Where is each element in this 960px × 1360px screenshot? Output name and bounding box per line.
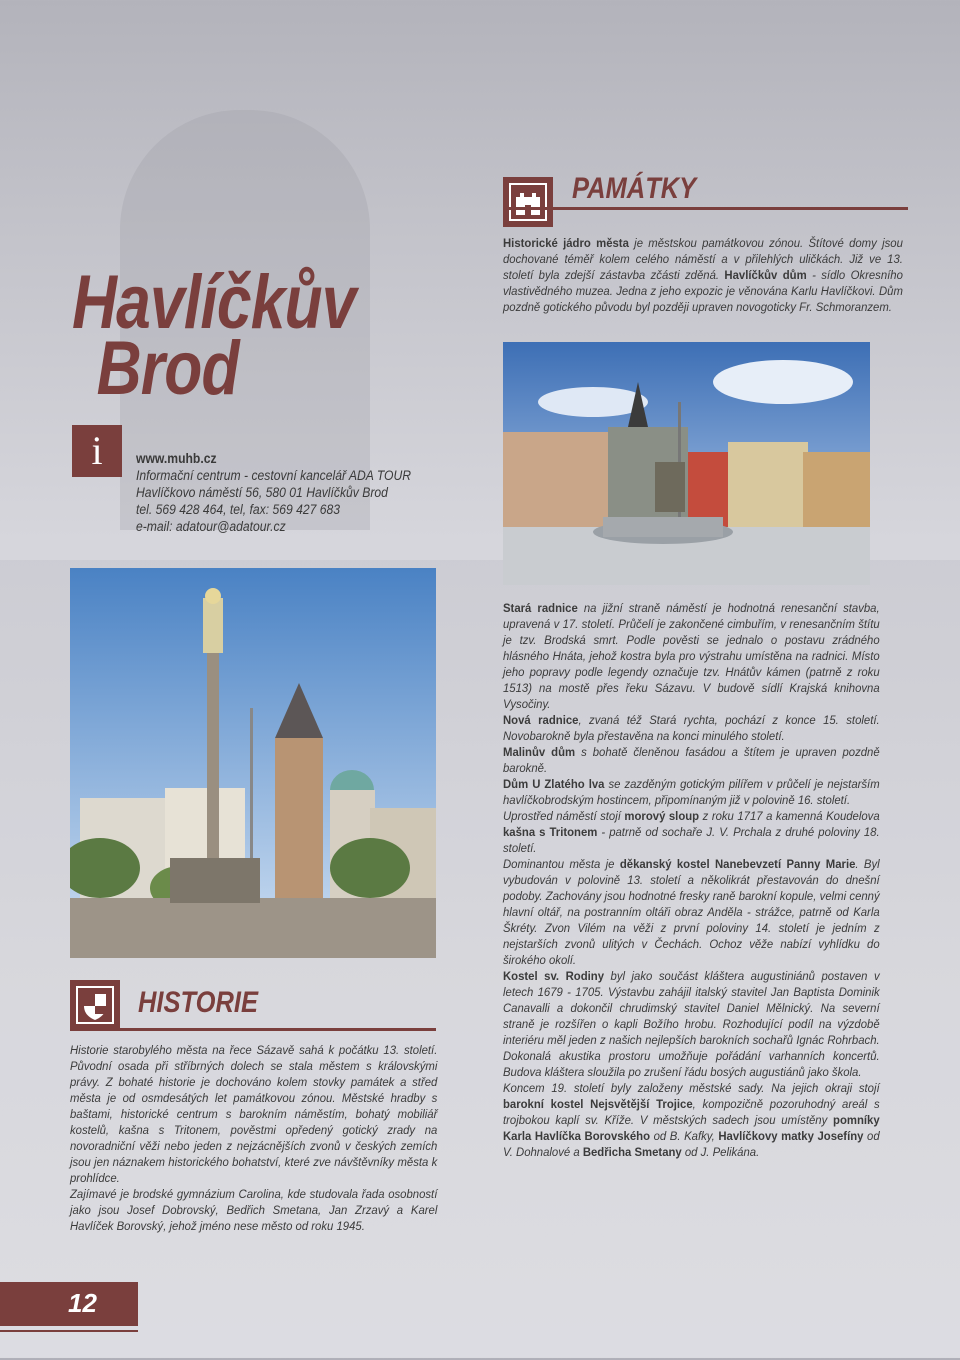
- section-title-pamatky: PAMÁTKY: [572, 172, 697, 205]
- square-photo: [503, 342, 870, 585]
- info-icon: i: [72, 425, 122, 477]
- section-divider: [70, 1028, 436, 1031]
- page-number: 12: [68, 1288, 97, 1318]
- pamatky-text: Historické jádro města je městskou památkovou zónou. Štítové domy jsou dochované téměř kolem celého náměstí a v přilehlých uličkách. Již ve 13. století byla zdejší zástavba zčásti zděná. Havlíčkův dům - sídlo Okresního vlastivědného muzea. Jedna z jeho expozic je věnována Karlu Havlíčkovi. Dům pozdně gotického původu byl později upraven novogoticky Fr. Schmoranzem.: [503, 236, 903, 314]
- info-line: tel. 569 428 464, tel, fax: 569 427 683: [136, 502, 341, 517]
- historie-text: Historie starobylého města na řece Sázavě sahá k počátku 13. století. Původní osada při stříbrných dolech se stala městem s královskými právy. Z bohaté historie je dochováno kolem stovky památek a střed města je od osmdesátých let památkovou zónou. Městské hradby s baštami, historické centrum s barokním náměstím, bohatý mobiliář kostelů, kašna s Tritonem, pověstmi opředený gotický zrady na novoradniční věži nebo jeden z nejzácnějších zvonů v českých zemích jsou jen náznakem historického bohatství, které zve návštěvníky města k prohlídce. Zajímavé je brodské gymnázium Carolina, kde studovala řada osobností jako jsou Josef Dobrovský, Bedřich Smetana, Jan Zrzavý a Karel Havlíček Borovský, jehož jméno nese město od roku 1945.: [70, 1043, 438, 1233]
- info-line: Havlíčkovo náměstí 56, 580 01 Havlíčkův Brod: [136, 485, 388, 500]
- info-line: Informační centrum - cestovní kancelář ADA TOUR: [136, 468, 412, 483]
- plague-column-photo: [70, 568, 436, 958]
- shield-icon: [70, 980, 120, 1030]
- contact-info: [136, 450, 411, 535]
- website-link[interactable]: www.muhb.cz: [136, 451, 217, 466]
- section-title-historie: HISTORIE: [138, 986, 258, 1019]
- castle-icon: [503, 177, 553, 227]
- info-line: e-mail: adatour@adatour.cz: [136, 519, 286, 534]
- section-divider: [503, 207, 908, 210]
- page-underline: [0, 1330, 138, 1332]
- monuments-text: Stará radnice na jižní straně náměstí je hodnotná renesanční stavba, upravená v 17. století. Průčelí je zakončené cimbuřím, v renesančním štítu je tzv. Brodská smrt. Podle pověsti se jednalo o postavu zrádného hlásného Hnáta, jehož kostra byla pro výstrahu umístěna na radnici. Místo jeho popravy podle legendy označuje tzv. Hnátův kámen (patrně z roku 1513) na mostě přes řeku Sázavu. V budově sídlí Krajská knihovna Vysočiny. Nová radnice, zvaná též Stará rychta, pochází z konce 15. století. Novobarokně byla přestavěna na konci minulého století. Malinův dům s bohatě členěnou fasádou a štítem je upraven pozdně barokně. Dům U Zlatého lva se zazděným gotickým pilířem v průčelí je nejstarším havlíčkobrodským hostincem, připomínaným již v polovině 16. století. Uprostřed náměstí stojí morový sloup z roku 1717 a kamenná Koudelova kašna s Tritonem - patrně od sochaře J. V. Prchala z druhé poloviny 18. století. Dominantou města je děkanský kostel Nanebevzetí Panny Marie. Byl vybudován v polovině 13. století a několikrát přestavován do dnešní podoby. Zachovány jsou hodnotné fresky raně barokní kopule, velmi cenný hlavní oltář, na postranním oltáři obraz Anděla - strážce, patrně od Karla Škréty. Zvon Vilém na věži z první poloviny 14. století je jedním z nejstarších zvonů ulitých v Čechách. Ochoz věže nabízí vyhlídku do širokého okolí. Kostel sv. Rodiny byl jako součást kláštera augustiniánů postaven v letech 1679 - 1705. Výstavbu zahájil italský stavitel Jan Baptista Dominik Canavalli a dokončil chrudimský stavitel Daniel Mělnický. Na severní straně je rozšířen o kapli Božího hrobu. Rozhodující podíl na výzdobě interiéru měl jeden z našich nejlepších barokních sochařů Ignác Rohrbach. Dokonalá akustika prostoru umožňuje pořádání varhanních koncertů. Budova kláštera sloužila po zrušení řádu bosých augustiánů jako škola. Koncem 19. století byly založeny městské sady. Na jejich okraji stojí barokní kostel Nejsvětější Trojice, kompozičně pozoruhodný areál s trojbokou kaplí sv. Kříže. V městských sadech jsou umístěny pomníky Karla Havlíčka Borovského od B. Kafky, Havlíčkovy matky Josefíny od V. Dohnalové a Bedřicha Smetany od J. Pelikána.: [503, 601, 880, 1159]
- page-title: Havlíčkův Brod: [72, 260, 356, 411]
